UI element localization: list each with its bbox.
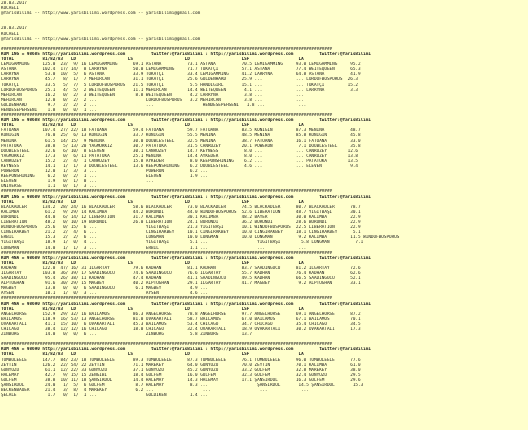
report-line: KALIMBA 61.2 9/ 29/ 14 KALIMBA 44.2 BURUNDI 44.0 WINDOFBOSPORUS 52.6 LIBERATION 48.7 YİĞİTBAŞI 30.1: [1, 209, 361, 215]
report-line: AYSEN 10.1 1/ 0/ 3 ... AYSEN 4.6 ...: [1, 291, 208, 297]
report-line: ZİNBURG 14.0 0/ 0/ 6 ... ZİNBURG 5.8 ZİNBURG 13.7: [1, 332, 252, 338]
report-line: ŞELALE 1.7 0/ 1/ 1 ... GÖLDİKEN 1.4 ...: [1, 393, 208, 399]
separator-line: ################################################################################################################################: [1, 296, 333, 302]
report-line: TUMBULEELE 147.7 84/ 23/ 18 TUMBULEELE 89.3 TUMBULEELE 87.3 TUMBULEELE 76.1 TUMBULEELE 96.0 TUMBULEELE 77.6: [1, 357, 361, 363]
race-header-line: KUM 1NG = 98689 http://yarisbilimi.wordpress.com twitter:@YarisBilimi : http://yarisbilimi.wordpress.com twitter:@YarisBilimi: [1, 194, 371, 200]
report-line: KEYNESS 14.1 1/ 1/ 3 DOUBLESTEEL 13.6 KEEPONSHINING 6.2 DOUBLESTEEL 4.6 ... ... ELEVEN 9.4: [1, 164, 358, 169]
race-header-line: KUM 4NA = 98690 http://yarisbilimi.wordpress.com twitter:@YarisBilimi : http://yarisbilimi.wordpress.com twitter:@YarisBilimi: [1, 347, 371, 353]
column-header-line: TOTAL 81/82/83 LD LS LD LSF LA: [1, 123, 304, 129]
race-header-line: KUM 4NA = 98690 http://yarisbilimi.wordpress.com twitter:@YarisBilimi : http://yarisbilimi.wordpress.com twitter:@YarisBilimi: [1, 301, 371, 307]
contact-line: @YarisBilimi -- http://www.yarisbilimi.wordpress.com -- yarisbilimi@gmail.com: [1, 36, 201, 42]
report-line: KADHAN 122.0 47/ 16/ 31 İLGARTAY 79.6 KADHAN 81.1 KADHAN 83.7 SAADİNGÜCÜ 81.2 İLGARTAY 72.6: [1, 265, 361, 271]
report-line: LONGMAN 14.0 1/ 1/ 3 ... ERBİL 1.1 ... ... ...: [1, 245, 307, 251]
column-header-line: TOTAL 81/82/83 LD LS LD LSF LA: [1, 352, 304, 358]
report-line: BAILAMOS 118.9 16/ 53/ 13 ANGELHORSE 81.0 OVAKARTALI 58.7 BAILAMOS 67.0 BAILAMOS 67.1 BAILAMOS 70.1: [1, 316, 361, 322]
separator-line: ################################################################################################################################: [1, 342, 333, 348]
report-line: MEHİRCAN 12.0 0/ 2/ 2 ... LORDOFBOSPORUS 3.2 MEHİRCAN 3.8 ... ...: [1, 97, 304, 103]
report-line: PATATUKA 38.8 5/ 13/ 20 YAGMURKIZ 30.7 PATATUKA 31.5 CANRUZEY 20.1 POWERON 7.1 DOUBLESTEEL 35.8: [1, 143, 361, 149]
report-line: ŞANSIRDOL 24.0 1/ 5/ 6 GÜLFEM 8.7 HALEMAY 8.3 ... ŞANSIRDOL 14.5 ŞANSIRDOL 15.3: [1, 383, 364, 389]
report-line: 28.03.2017: [1, 1, 27, 6]
report-line: KOCAELİ: [1, 31, 20, 37]
report-line: ZEYTİN 126.2 22/ 54/ 22 ZEYTİN 71.1 MAREKEY 64.0 GÜNYÜZÜ 70.0 ZEYTİN 70.1 KALIMBA 61.0: [1, 362, 361, 368]
report-line: LIBERATION 48.2 0/ 10/ 19 BURUNDI 26.0 LIBERATION 24.1 BURUNDI 36.2 BURUNDI 28.6 BURUNDI 22.9: [1, 220, 361, 226]
report-line: 28.03.2017: [1, 26, 27, 32]
report-line: FATOANA 107.4 27/ 22/ 18 FATOANA 59.4 FATOANA 59.7 FATOANA 83.5 KONIGIN 87.3 MENINA 48.7: [1, 128, 361, 134]
separator-line: ################################################################################################################################: [1, 46, 333, 52]
report-line: BLACKADLER 134.2 28/ 24/ 16 BLACKADLER 58.6 BLACKADLER 73.0 BLACKADLER 74.5 BLACKADLER 80.7 BLACKADLER 78.7: [1, 204, 361, 210]
report-line: CANRUZEY 15.2 2/ 4/ 1 CANRUZEY 15.8 AYKEDER 8.0 KEEPONSHINING 6.2 ... ... PATATUKA 13.5: [1, 158, 358, 164]
report-line: KONIGIN 76.0 25/ 6/ 13 KONIGIN 33.7 KONIGIN 55.5 MENINA 48.5 MENINA 85.8 KONIGIN 45.8: [1, 133, 361, 139]
report-line: ASTANA 102.4 17/ 14/ 8 LARRYNA 50.0 LEMIGAMMING 71.7 TOKATÇI 57.1 ASTANA 77.4 WEITEQUEEN 65.3: [1, 67, 361, 73]
report-line: İLGARTAY 103.8 36/ 39/ 17 SAADİNGÜCÜ 74.6 SAADİNGÜCÜ 76.6 İLGARTAY 55.7 KADHAN 76.4 KADHAN 62.6: [1, 270, 361, 276]
report-line: HENDESEPEHSENI 1.8 0/ 0/ 1 ...: [1, 107, 97, 113]
separator-line: ################################################################################################################################: [1, 250, 333, 256]
report-line: YİĞİTBAŞI 18.9 1/ 0/ 4 ... YİĞİTBAŞI 5.1 ... YİĞİTBAŞI 5.8 LONGMAN 7.1: [1, 240, 364, 246]
report-line: LORDOFBOSPORUS 25.1 4/ 5/ 2 WEITEQUEEN 11.1 MEHİRCAN 14.4 WEITEQUEEN 4.1 ... ... LARRYNA 3.3: [1, 87, 358, 93]
report-line: ANGELHORSE 152.9 29/ 32/ 16 BAILAMOS 86.3 ANGELHORSE 78.8 ANGELHORSE 97.7 ANGELHORSE 69.1 ANGELHORSE 87.2: [1, 311, 361, 317]
report-line: DOUBLESTEEL 32.6 6/ 10/ 8 ELEVEN 30.1 CANRUZEY 14.7 KEYNESS 8.0 ... ... CANRUZEY 12.6: [1, 148, 358, 154]
report-line: CHICAGO 38.4 12/ 12/ 16 CHICAGO 18.0 CHICAGO 32.4 OVAKARTALI 18.9 OVAKARTALI 30.2 OVAKARTALI 17.3: [1, 327, 361, 332]
separator-line: ################################################################################################################################: [1, 113, 333, 119]
report-line: ELEVEN 1.9 0/ 1/ 0 ... ...: [1, 179, 154, 185]
report-line: GOLDENHARD 9.7 2/ 2/ 2 ... ... HENDESEPEHSENI 1.8 ... ...: [1, 102, 307, 108]
report-line: LEMIGAMMING 125.0 23/ 9/ 16 LEMIGAMMING 69.1 ASTANA 73.1 ASTANA 70.5 LEMIGAMMING 93.0 LEMIGAMMING 95.2: [1, 62, 361, 68]
column-header-line: TOTAL 81/82/83 LD LS LD LSF LA: [1, 306, 304, 312]
race-header-line: KUM 4NA = 98689 http://yarisbilimi.wordpress.com twitter:@YarisBilimi : http://yarisbilimi.wordpress.com twitter:@YarisBilimi: [1, 255, 371, 261]
report-line: MEHİRCAN 16.2 0/ 2/ 3 WEITEQUEEN 8.8 WEITEQUEEN 4.2 LARRYNA 3.8 ... ...: [1, 92, 304, 98]
race-header-line: KUM 1NG = 98688 http://yarisbilimi.wordpress.com twitter:@YarisBilimi : http://yarisbilimi.wordpress.com twitter:@YarisBilimi: [1, 118, 371, 124]
report-line: CINGIRAKBEY 21.2 2/ 4/ 6 ... CINGIRAKBEY 10.1 CINGIRAKBEY 10.0 CINGIRAKBEY 18.1 CINGIRAKBEY 5.1: [1, 230, 361, 236]
column-header-line: TOTAL 81/82/83 LD LS LD LSF LA: [1, 57, 304, 63]
report-line: WINDOFBOSPORUS 25.6 0/ 15/ 6 ... YİĞİTBAŞI 21.3 YİĞİTBAŞI 10.1 WINDOFBOSPORUS 22.5 LIBERATION 22.9: [1, 225, 361, 231]
separator-line: ################################################################################################################################: [1, 189, 333, 195]
report-line: UNIVERSE 1.1 0/ 1/ 3 ...: [1, 184, 97, 190]
column-header-line: TOTAL 81/82/83 LD LS LD LSF LA: [1, 199, 304, 205]
report-line: GÜLFEM 38.8 10/ 11/ 18 ŞANSIRDOL 14.4 HALEMAY 14.3 HALEMAY 17.1 ŞANSIRDOL 16.3 GÜLFEM 29.6: [1, 377, 361, 383]
report-line: LARRYNA 53.0 10/ 5/ 6 ASTANA 33.9 TOKATÇI 33.4 LEMIGAMMING 41.2 LARRYNA 64.8 ASTANA 41.9: [1, 72, 361, 78]
report-line: MAGBEY 13.8 0/ 0/ 6 SAADİNGÜCÜ 6.1 MAGBEY 4.9 ...: [1, 286, 208, 292]
report-line: ERBİL 15.3 2/ 2/ 6 ... LONGMAN 10.0 LONGMAN 10.0 LONGMAN 9.2 KALIMBA 11.5 WINDOFBOSPORUS: [1, 235, 400, 241]
report-line: BECKENBAUER 21.4 3/ 8/ 4 MAREKEY 6.2 ... ... ... ...: [1, 388, 309, 394]
report-line: ALPTUĞHAN 91.6 30/ 29/ 15 MAGBEY 40.2 ALPTUĞHAN 29.1 İLGARTAY 41.7 MAGBEY 9.2 ALPTUĞHAN 33.1: [1, 281, 361, 287]
contact-line: @YarisBilimi -- http://www.yarisbilimi.wordpress.com -- yarisbilimi@gmail.com: [1, 11, 201, 17]
report-line: YAGMURKIZ 17.3 0/ 6/ 11 PATATUKA 25.1 MENINA 14.4 AYKEDER 8.0 ... ... CANRUZEY 13.8: [1, 153, 358, 159]
report-line: GÜNYÜZÜ 61.1 12/ 22/ 33 GÜNYÜZÜ 37.1 GÜNYÜZÜ 45.2 GÜNYÜZÜ 33.2 GÜLFEM 32.8 MAREKEY 38.0: [1, 367, 361, 373]
report-line: LARRYNA 45.7 8/ 1/ 7 MEHİRCAN 31.1 TOKATÇI 25.6 GOLDENHARD 25.9 ... ... LORDOFBOSPORUS 26.3: [1, 77, 358, 83]
report-line: KOCAELİ: [1, 6, 20, 12]
report-line: BURUNDI 44.0 6/ 14/ 12 LIBERATION 31.7 KALIMBA 30.1 KALIMBA 48.2 BAYER 30.0 KALIMBA 22.9: [1, 214, 361, 220]
report-line: MENINA 61.5 14/ 15/ 9 MENINA 30.0 DOUBLESTEEL 32.5 MENINA 38.7 FATOANA 16.1 FATOANA 33.0: [1, 138, 361, 144]
report-line: TOKATÇI 33.5 5/ 7/ 5 LORDOFBOSPORUS 21.5 TOKATÇI 5.5 HANDIGIRL 15.1 ... ... TOKATÇI 15.2: [1, 82, 358, 88]
column-header-line: TOTAL 81/82/83 LD LS LD LSF LA: [1, 260, 304, 266]
report-line: HALEMAY 42.7 9/ 15/ 15 ZENGİBİ 18.4 GÜLFEM 16.0 GÜLFEM 32.3 GÜLFEM 32.4 GÜNYÜZÜ 29.5: [1, 372, 361, 378]
report-line: KEEPONSHINING 6.2 0/ 2/ 1 ... ELEVEN 1.9 ...: [1, 174, 208, 180]
race-header-line: KUM 1NG = 98685 http://yarisbilimi.wordpress.com twitter:@YarisBilimi : http://yarisbilimi.wordpress.com twitter:@YarisBilimi: [1, 51, 371, 57]
report-line: SAADİNGÜCÜ 95.4 26/ 38/ 11 KADHAN 47.4 KADHAN 41.1 SAADİNGÜCÜ 49.5 KADHAN 66.5 SAADİNGÜCÜ 52.1: [1, 276, 361, 282]
report-line: POWERON 12.0 1/ 3/ 3 ... POWERON 6.2 ...: [1, 169, 208, 175]
report-line: OVAKARTALI 41.1 15/ 10/ 6 OVAKARTALI 45.3 BAILAMOS 53.4 CHICAGO 34.7 CHICAGO 35.4 CHICAGO 34.5: [1, 321, 361, 327]
